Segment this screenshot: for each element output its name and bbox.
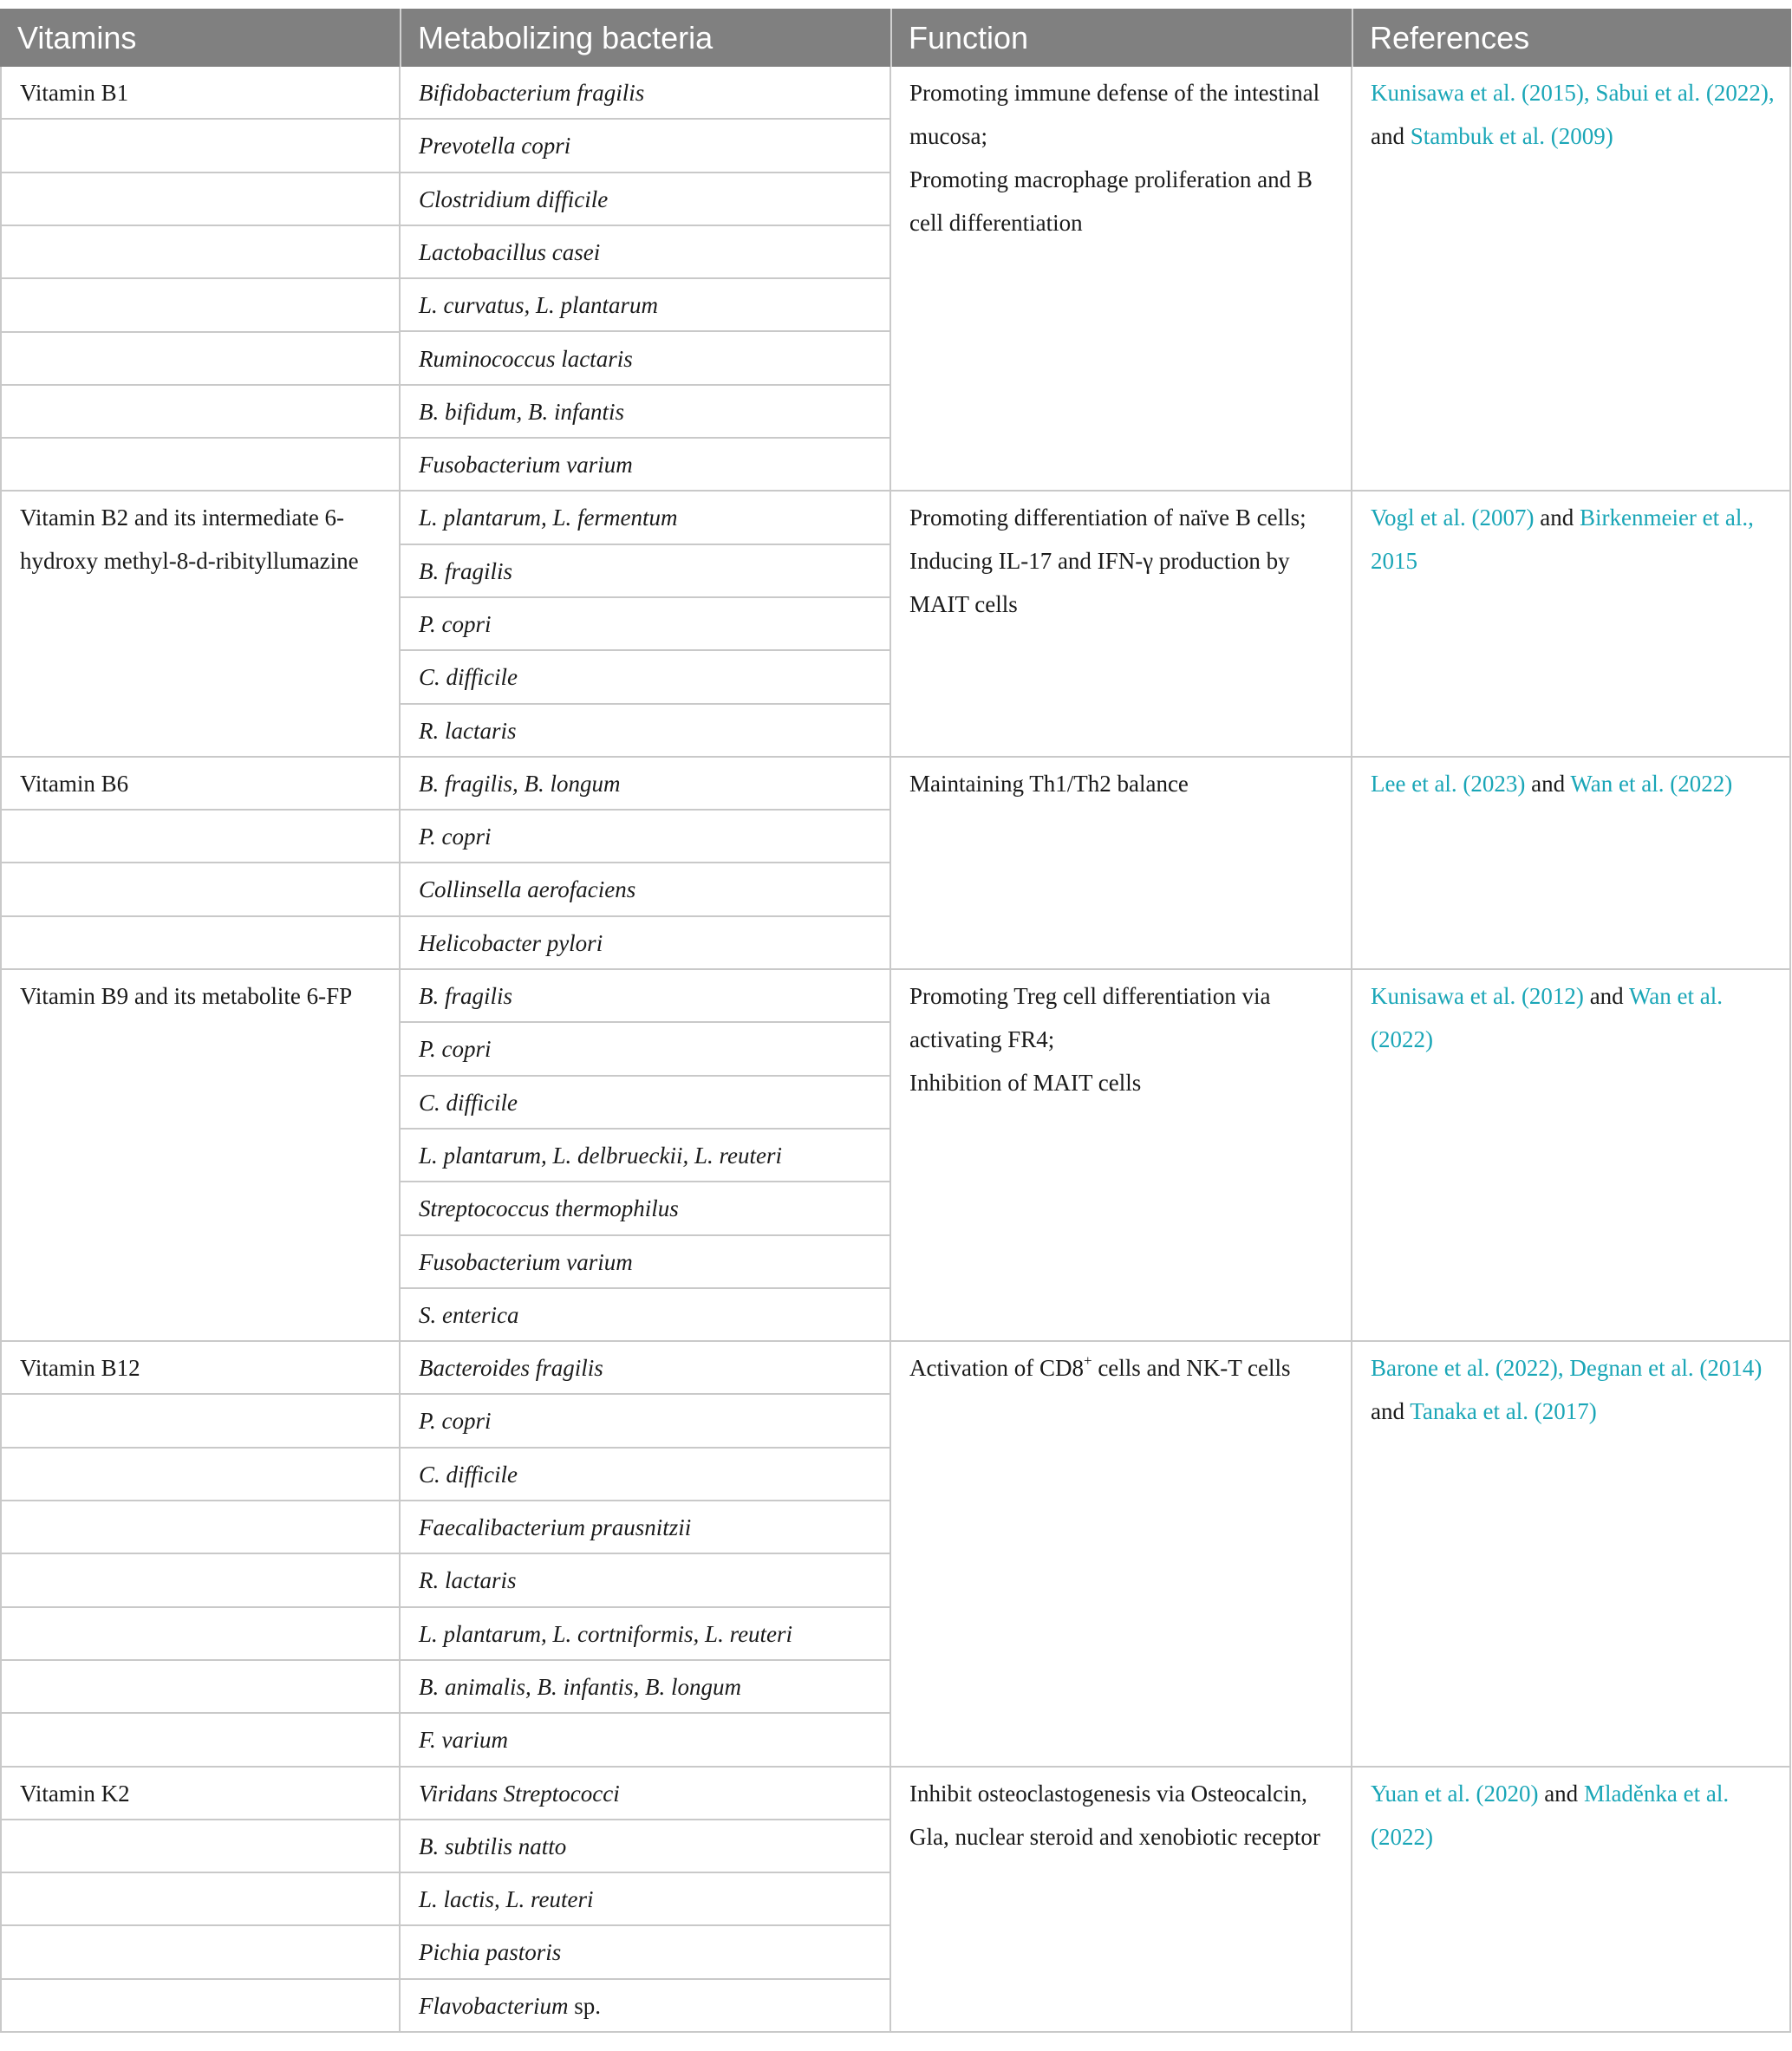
references-cell — [1352, 1342, 1791, 1765]
vitamin-group — [0, 970, 1791, 1342]
bacteria-row — [401, 598, 889, 651]
bacteria-row — [401, 67, 889, 120]
reference-conjunction: and — [1371, 1398, 1411, 1425]
reference-link[interactable]: Stambuk et al. (2009) — [1410, 123, 1613, 149]
vitamin-cell — [0, 492, 401, 756]
bacteria-name: S. enterica — [419, 1301, 519, 1328]
bacteria-cell — [401, 492, 891, 756]
function-text: Promoting immune defense of the intestinal mucosa; Promoting macrophage proliferation and B cell differentiation — [909, 80, 1320, 236]
bacteria-row — [401, 1820, 889, 1873]
bacteria-row — [401, 1236, 889, 1289]
bacteria-row — [401, 120, 889, 173]
bacteria-cell — [401, 67, 891, 490]
bacteria-row — [401, 970, 889, 1023]
vitamin-group — [0, 1768, 1791, 2034]
row-divider — [2, 915, 399, 917]
reference-link[interactable]: Tanaka et al. (2017) — [1410, 1398, 1597, 1425]
bacteria-name: Faecalibacterium prausnitzii — [419, 1514, 692, 1541]
references-cell — [1352, 67, 1791, 490]
bacteria-name: B. fragilis — [419, 983, 513, 1010]
function-text: Promoting Treg cell differentiation via activating FR4; Inhibition of MAIT cells — [909, 983, 1271, 1097]
bacteria-row — [401, 811, 889, 863]
row-divider — [2, 1500, 399, 1501]
references-text — [1371, 496, 1779, 583]
bacteria-name: Ruminococcus lactaris — [419, 345, 633, 372]
header-vitamins: Vitamins — [17, 20, 137, 55]
bacteria-name: P. copri — [419, 824, 492, 850]
bacteria-row — [401, 226, 889, 279]
vitamin-group — [0, 758, 1791, 970]
bacteria-row — [401, 279, 889, 332]
row-divider — [2, 1393, 399, 1395]
row-divider — [2, 118, 399, 120]
reference-conjunction: and — [1538, 1780, 1584, 1807]
references-cell — [1352, 758, 1791, 968]
function-cell — [891, 1768, 1352, 2032]
bacteria-row — [401, 1554, 889, 1607]
vitamin-name: Vitamin B2 and its intermediate 6-hydroxy methyl-8-d-ribityllumazine — [20, 505, 359, 575]
reference-link[interactable]: Vogl et al. (2007) — [1371, 505, 1535, 531]
vitamin-cell — [0, 1342, 401, 1765]
reference-link[interactable]: Barone et al. (2022), Degnan et al. (2014) — [1371, 1355, 1763, 1382]
bacteria-name: Bifidobacterium fragilis — [419, 80, 645, 106]
vitamin-name: Vitamin B1 — [20, 80, 129, 106]
reference-link[interactable]: Birkenmeier et al., 2015 — [1371, 505, 1754, 575]
bacteria-cell — [401, 758, 891, 968]
bacteria-name: R. lactaris — [419, 717, 517, 744]
references-cell — [1352, 970, 1791, 1340]
bacteria-name: Helicobacter pylori — [419, 929, 603, 956]
function-text: Inhibit osteoclastogenesis via Osteocalcin, Gla, nuclear steroid and xenobiotic receptor — [909, 1780, 1320, 1850]
row-divider — [2, 862, 399, 863]
bacteria-name: B. animalis, B. infantis, B. longum — [419, 1673, 742, 1700]
bacteria-name: F. varium — [419, 1727, 509, 1754]
bacteria-name: Bacteroides fragilis — [419, 1355, 603, 1382]
table-header — [0, 9, 1791, 67]
vitamin-name: Vitamin B9 and its metabolite 6-FP — [20, 983, 353, 1010]
bacteria-name: Flavobacterium sp. — [419, 1992, 601, 2019]
function-text: Maintaining Th1/Th2 balance — [909, 770, 1189, 797]
bacteria-cell — [401, 1768, 891, 2032]
bacteria-cell — [401, 1342, 891, 1765]
bacteria-row — [401, 1873, 889, 1926]
header-references: References — [1370, 20, 1530, 55]
row-divider — [2, 1978, 399, 1980]
bacteria-name: P. copri — [419, 1408, 492, 1435]
row-divider — [2, 1606, 399, 1608]
references-text — [1371, 1772, 1779, 1859]
references-text — [1371, 71, 1779, 158]
bacteria-name: B. fragilis, B. longum — [419, 770, 621, 797]
row-divider — [2, 277, 399, 279]
bacteria-row — [401, 863, 889, 916]
bacteria-row — [401, 651, 889, 704]
references-text — [1371, 762, 1779, 805]
reference-link[interactable]: Kunisawa et al. (2015), Sabui et al. (2022), — [1371, 80, 1775, 106]
row-divider — [2, 1553, 399, 1554]
bacteria-row — [401, 1608, 889, 1661]
reference-link[interactable]: Wan et al. (2022) — [1371, 983, 1723, 1053]
bacteria-name: C. difficile — [419, 1089, 518, 1116]
vitamin-cell — [0, 67, 401, 490]
row-divider — [2, 225, 399, 226]
function-cell — [891, 67, 1352, 490]
bacteria-row — [401, 917, 889, 970]
bacteria-row — [401, 1289, 889, 1342]
bacteria-name: R. lactaris — [419, 1567, 517, 1594]
function-text: Activation of CD8+ cells and NK-T cells — [909, 1352, 1291, 1382]
row-divider — [2, 331, 399, 333]
row-divider — [2, 1924, 399, 1926]
bacteria-row — [401, 545, 889, 598]
vitamin-name: Vitamin K2 — [20, 1780, 130, 1807]
row-divider — [2, 384, 399, 386]
bacteria-row — [401, 386, 889, 439]
bacteria-row — [401, 439, 889, 492]
bacteria-name: L. lactis, L. reuteri — [419, 1886, 594, 1913]
vitamin-name: Vitamin B6 — [20, 770, 129, 797]
vitamin-group — [0, 67, 1791, 492]
bacteria-name: C. difficile — [419, 664, 518, 691]
bacteria-row — [401, 1023, 889, 1076]
vitamin-cell — [0, 758, 401, 968]
reference-link[interactable]: Mladěnka et al. (2022) — [1371, 1780, 1730, 1850]
function-text: Promoting differentiation of naïve B cells; Inducing IL-17 and IFN-γ production by MAIT cells — [909, 505, 1307, 618]
bacteria-name: C. difficile — [419, 1461, 518, 1488]
bacteria-name: Fusobacterium varium — [419, 452, 633, 479]
bacteria-row — [401, 1768, 889, 1820]
header-bacteria: Metabolizing bacteria — [418, 20, 714, 55]
bacteria-name: L. plantarum, L. cortniformis, L. reuteri — [419, 1620, 793, 1647]
function-cell — [891, 758, 1352, 968]
bacteria-row — [401, 1926, 889, 1979]
bacteria-name: P. copri — [419, 610, 492, 637]
bacteria-name: P. copri — [419, 1036, 492, 1063]
function-cell — [891, 970, 1352, 1340]
bacteria-name: Fusobacterium varium — [419, 1248, 633, 1275]
bacteria-row — [401, 1342, 889, 1395]
bacteria-name: Prevotella copri — [419, 133, 571, 160]
bacteria-row — [401, 1130, 889, 1182]
bacteria-name: B. fragilis — [419, 557, 513, 584]
data-table — [0, 9, 1791, 2019]
references-cell — [1352, 492, 1791, 756]
bacteria-row — [401, 173, 889, 226]
references-cell — [1352, 1768, 1791, 2032]
bacteria-name: L. plantarum, L. fermentum — [419, 505, 678, 531]
bacteria-name: Streptococcus thermophilus — [419, 1195, 679, 1222]
references-text — [1371, 1346, 1779, 1433]
reference-conjunction: and — [1534, 505, 1580, 531]
bacteria-row — [401, 1449, 889, 1501]
vitamin-cell — [0, 1768, 401, 2032]
bacteria-row — [401, 333, 889, 386]
bacteria-row — [401, 1501, 889, 1554]
bacteria-name: Lactobacillus casei — [419, 238, 601, 265]
references-text — [1371, 974, 1779, 1061]
vitamin-cell — [0, 970, 401, 1340]
bacteria-row — [401, 1182, 889, 1235]
row-divider — [2, 1659, 399, 1661]
bacteria-name: B. subtilis natto — [419, 1833, 567, 1859]
vitamin-name: Vitamin B12 — [20, 1355, 140, 1382]
bacteria-row — [401, 705, 889, 758]
bacteria-row — [401, 1661, 889, 1714]
bacteria-row — [401, 1714, 889, 1767]
bacteria-name: B. bifidum, B. infantis — [419, 398, 625, 425]
reference-link[interactable]: Kunisawa et al. (2012) — [1371, 983, 1584, 1010]
row-divider — [2, 437, 399, 439]
bacteria-row — [401, 1980, 889, 2033]
reference-link[interactable]: Lee et al. (2023) — [1371, 770, 1526, 797]
bacteria-name: Collinsella aerofaciens — [419, 876, 636, 903]
bacteria-cell — [401, 970, 891, 1340]
row-divider — [2, 1872, 399, 1873]
bacteria-name: L. curvatus, L. plantarum — [419, 292, 659, 319]
reference-conjunction: and — [1583, 983, 1629, 1010]
row-divider — [2, 172, 399, 173]
function-cell — [891, 1342, 1352, 1765]
bacteria-name: Viridans Streptococci — [419, 1780, 620, 1807]
bacteria-name: Clostridium difficile — [419, 186, 609, 212]
reference-conjunction: and — [1525, 770, 1571, 797]
reference-conjunction: and — [1371, 123, 1411, 149]
row-divider — [2, 1819, 399, 1820]
bacteria-row — [401, 1395, 889, 1448]
header-function: Function — [909, 20, 1029, 55]
reference-link[interactable]: Wan et al. (2022) — [1570, 770, 1733, 797]
row-divider — [2, 1447, 399, 1449]
row-divider — [2, 1712, 399, 1714]
bacteria-row — [401, 758, 889, 811]
reference-link[interactable]: Yuan et al. (2020) — [1371, 1780, 1539, 1807]
vitamin-group — [0, 1342, 1791, 1767]
function-cell — [891, 492, 1352, 756]
bacteria-name: L. plantarum, L. delbrueckii, L. reuteri — [419, 1142, 782, 1169]
row-divider — [2, 809, 399, 811]
bacteria-row — [401, 492, 889, 544]
bacteria-row — [401, 1077, 889, 1130]
vitamin-group — [0, 492, 1791, 758]
bacteria-name: Pichia pastoris — [419, 1939, 562, 1966]
